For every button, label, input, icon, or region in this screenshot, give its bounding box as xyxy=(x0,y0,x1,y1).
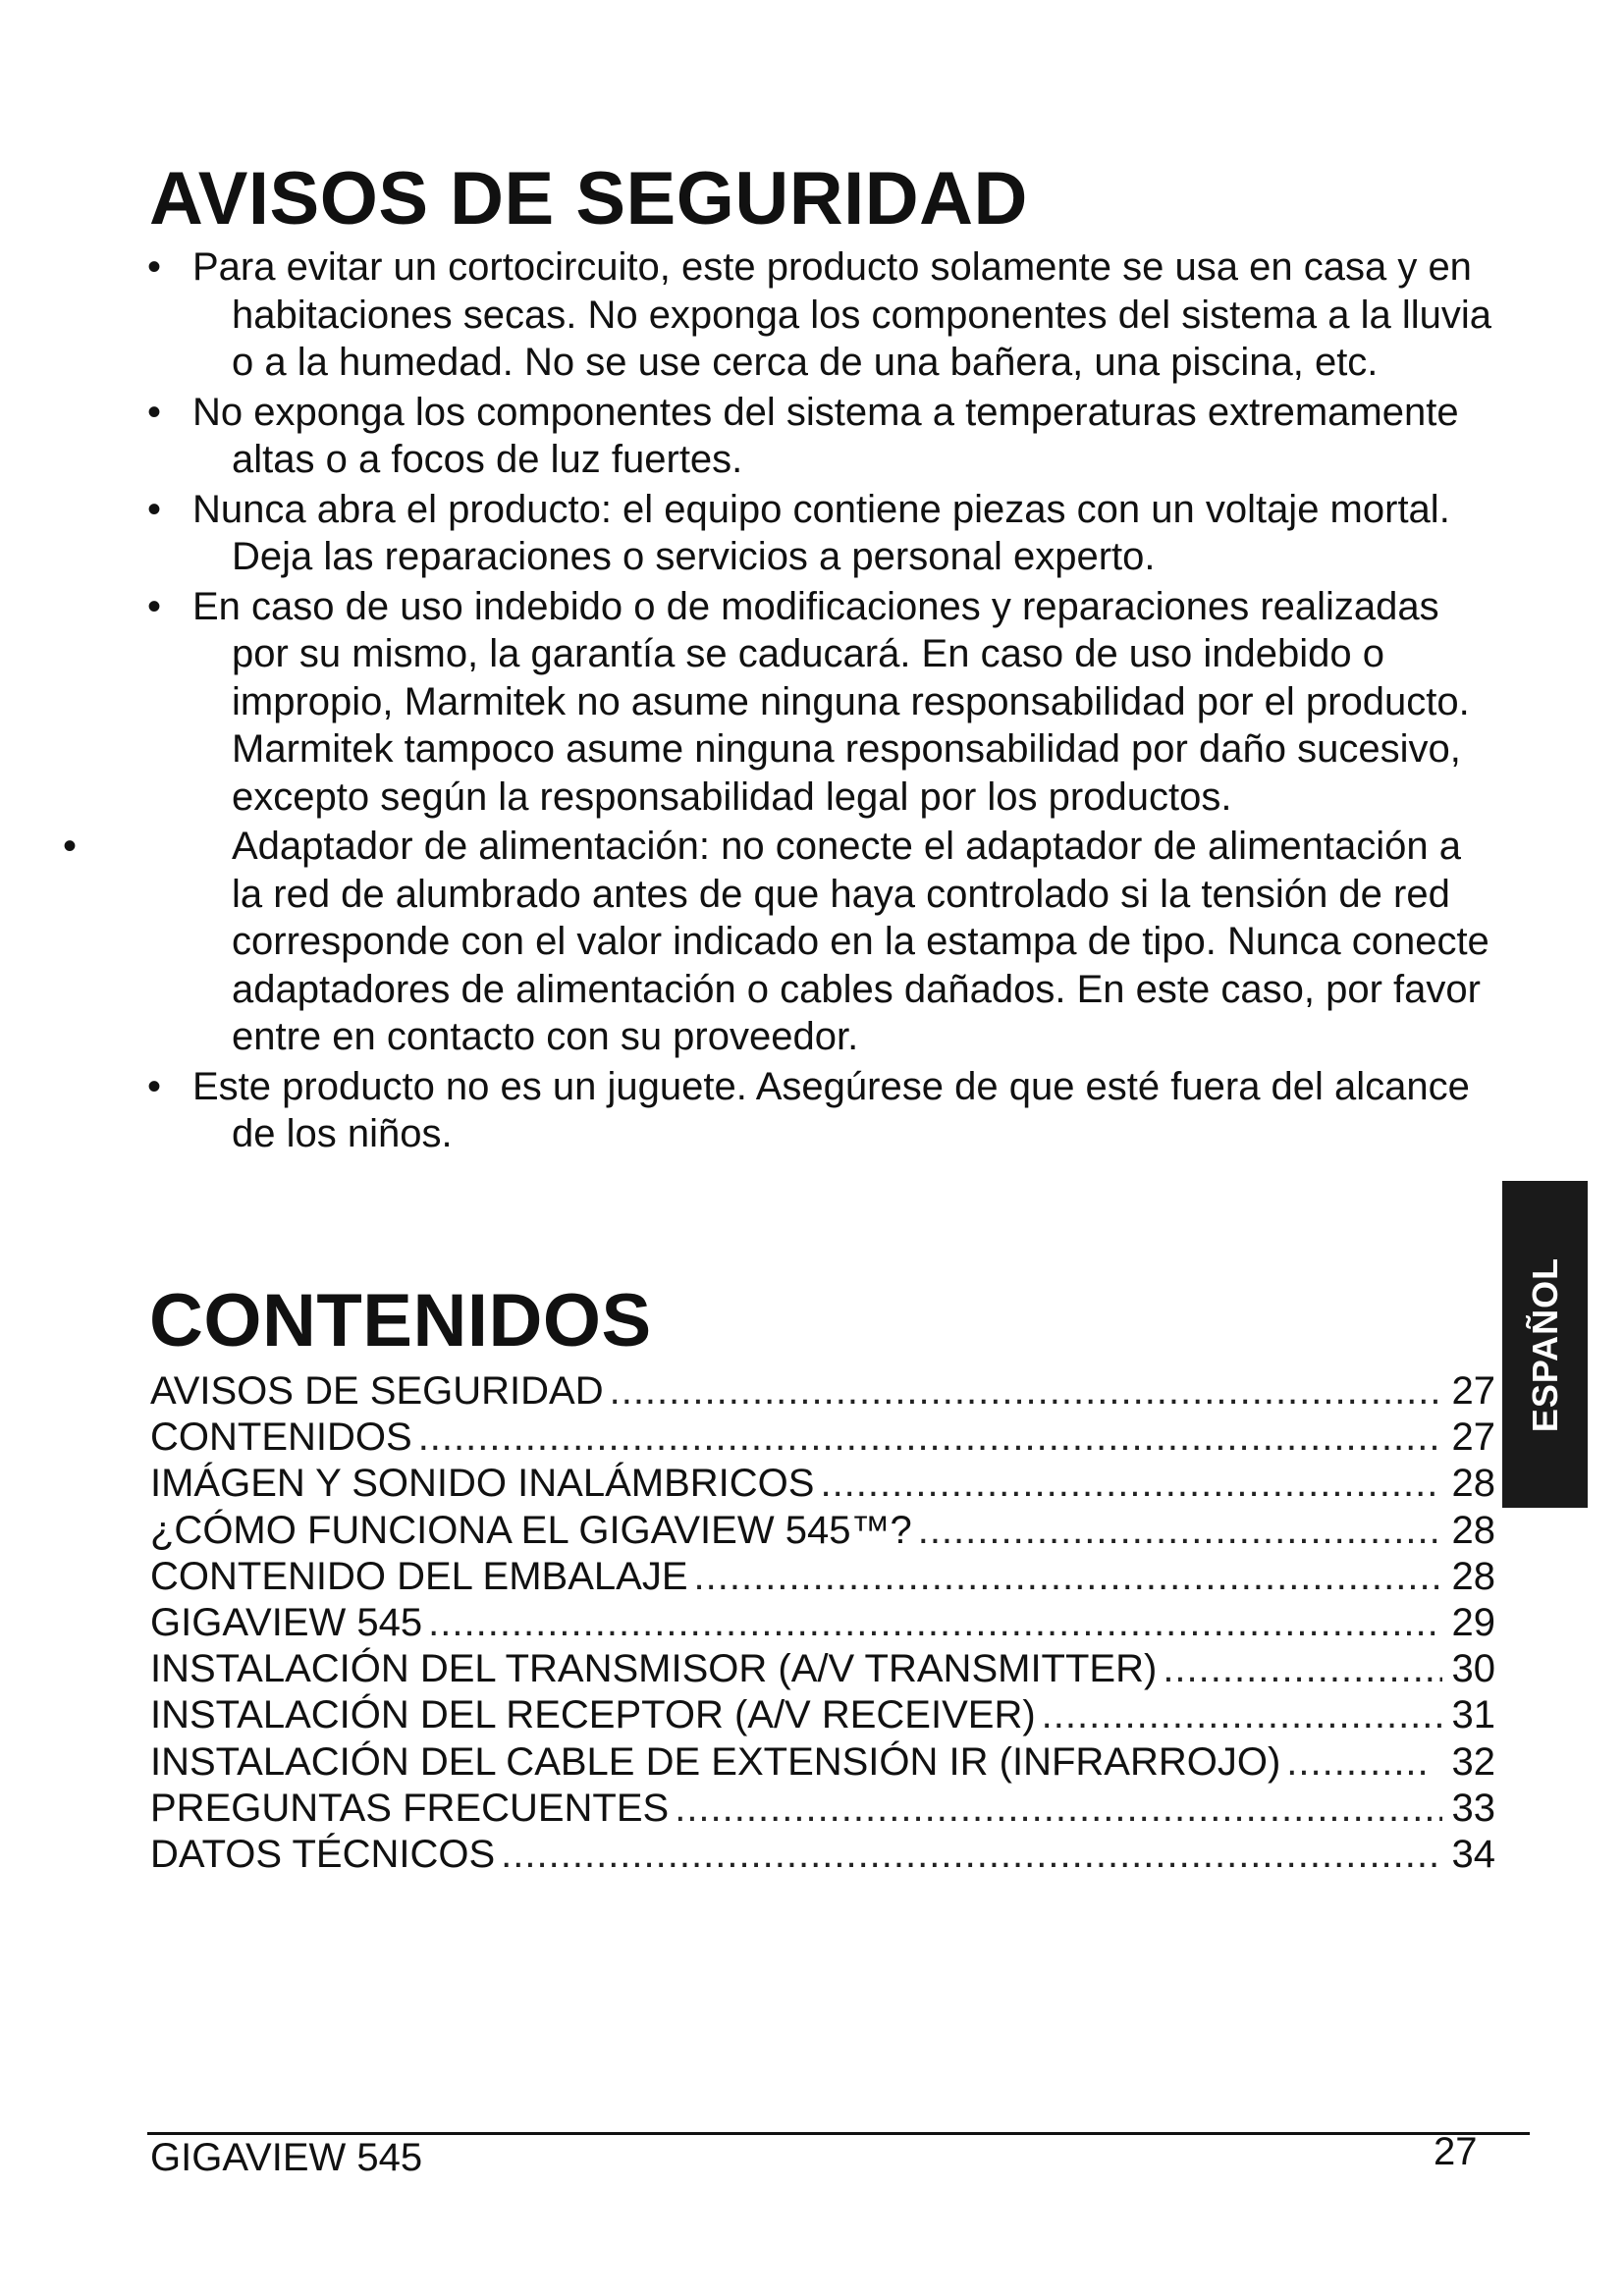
bullet-icon: • xyxy=(147,245,162,289)
toc-entry[interactable]: ¿CÓMO FUNCIONA EL GIGAVIEW 545™? ..... 28 xyxy=(150,1508,1495,1554)
safety-item: • Nunca abra el producto: el equipo contiene piezas con un voltaje mortal. Deja las reparaciones o servicios a personal experto. xyxy=(147,487,1450,578)
toc-page-number: 33 xyxy=(1451,1786,1495,1830)
language-tab xyxy=(1502,1181,1588,1508)
toc-page-number: 28 xyxy=(1451,1462,1495,1506)
toc-entry[interactable]: GIGAVIEW 545 ..... 29 xyxy=(150,1600,1495,1646)
safety-heading: AVISOS DE SEGURIDAD xyxy=(149,157,1028,240)
footer-product-name: GIGAVIEW 545 xyxy=(150,2136,423,2179)
toc-page-number: 28 xyxy=(1451,1554,1495,1598)
toc-page-number: 29 xyxy=(1451,1601,1495,1645)
bullet-icon: • xyxy=(147,1064,162,1108)
safety-item: • No exponga los componentes del sistema a temperaturas extremamente altas o a focos de luz fuertes. xyxy=(147,390,1459,481)
toc-page-number: 34 xyxy=(1451,1833,1495,1877)
toc-entry[interactable]: IMÁGEN Y SONIDO INALÁMBRICOS ..... 28 xyxy=(150,1461,1495,1507)
safety-item: • Adaptador de alimentación: no conecte el adaptador de alimentación a la red de alumbrado antes de que haya controlado si la tensión de red corresponde con el valor indicado en la estampa de tipo. Nunca conecte adaptadores de alimentación o cables dañados. En este caso, por favor entre en contacto con su proveedor. xyxy=(63,825,1489,1058)
safety-item: • Este producto no es un juguete. Asegúrese de que esté fuera del alcance de los niños. xyxy=(147,1064,1470,1155)
toc-page-number: 31 xyxy=(1451,1693,1495,1737)
toc-entry[interactable]: PREGUNTAS FRECUENTES ..... 33 xyxy=(150,1786,1495,1832)
toc-page-number: 32 xyxy=(1451,1739,1495,1784)
safety-list xyxy=(63,243,1492,1160)
bullet-icon: • xyxy=(147,487,162,531)
footer-page-number: 27 xyxy=(1434,2130,1478,2173)
bullet-icon: • xyxy=(147,390,162,434)
toc-entry[interactable]: CONTENIDOS ..... 27 xyxy=(150,1415,1495,1461)
bullet-icon: • xyxy=(147,584,162,628)
toc-entry[interactable]: INSTALACIÓN DEL RECEPTOR (A/V RECEIVER) ..... 31 xyxy=(150,1692,1495,1738)
bullet-icon: • xyxy=(63,825,78,868)
toc-page-number: 28 xyxy=(1451,1508,1495,1552)
contents-heading: CONTENIDOS xyxy=(149,1279,652,1362)
table-of-contents xyxy=(150,1368,1495,1878)
safety-item: • En caso de uso indebido o de modificaciones y reparaciones realizadas por su mismo, la garantía se caducará. En caso de uso indebido o impropio, Marmitek no asume ninguna responsabilidad por el producto. Marmitek tampoco asume ninguna responsabilidad por daño sucesivo, excepto según la responsabilidad legal por los productos. xyxy=(147,584,1470,819)
toc-entry[interactable]: INSTALACIÓN DEL CABLE DE EXTENSIÓN IR (INFRARROJO) ..... 32 xyxy=(150,1739,1495,1786)
toc-page-number: 27 xyxy=(1451,1369,1495,1413)
safety-item: • Para evitar un cortocircuito, este producto solamente se usa en casa y en habitaciones secas. No exponga los componentes del sistema a la lluvia o a la humedad. No se use cerca de una bañera, una piscina, etc. xyxy=(147,245,1491,384)
toc-page-number: 27 xyxy=(1451,1415,1495,1460)
toc-entry[interactable]: INSTALACIÓN DEL TRANSMISOR (A/V TRANSMITTER) ..... 30 xyxy=(150,1646,1495,1692)
toc-entry[interactable]: AVISOS DE SEGURIDAD ..... 27 xyxy=(150,1368,1495,1415)
language-tab-label: ESPAÑOL xyxy=(1524,1256,1565,1432)
toc-entry[interactable]: DATOS TÉCNICOS ..... 34 xyxy=(150,1832,1495,1878)
toc-entry[interactable]: CONTENIDO DEL EMBALAJE ..... 28 xyxy=(150,1554,1495,1600)
footer-divider xyxy=(147,2132,1530,2135)
toc-page-number: 30 xyxy=(1451,1647,1495,1691)
